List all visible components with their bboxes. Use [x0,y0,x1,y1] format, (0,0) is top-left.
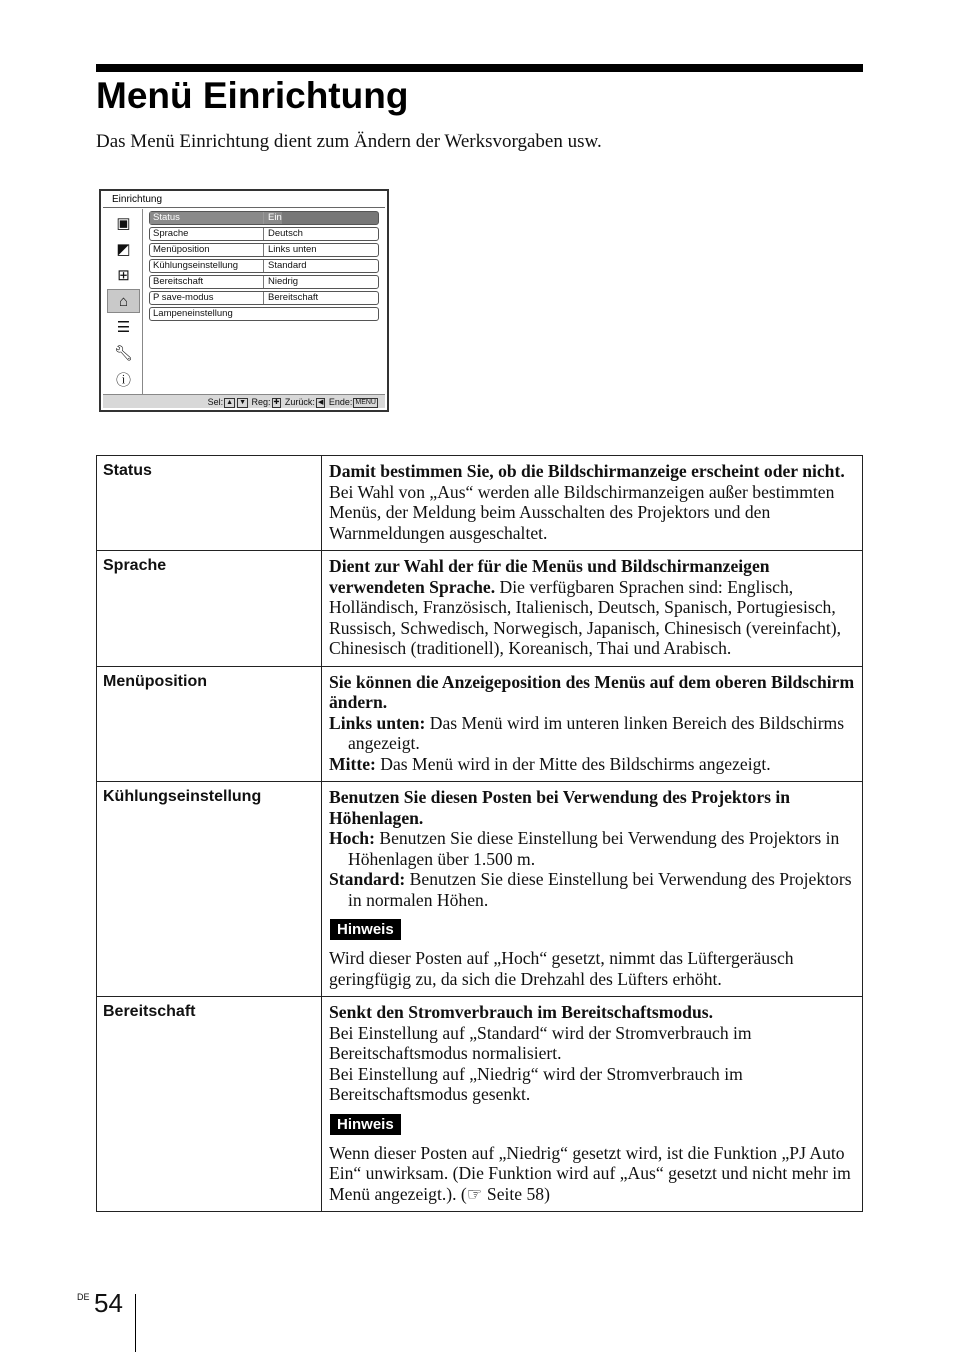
intro-text: Das Menü Einrichtung dient zum Ändern der Werksvorgaben usw. [96,131,602,152]
setting-name: Menüposition [97,666,322,782]
setting-description [322,782,863,997]
down-arrow-icon: ▼ [239,398,246,406]
menu-row-menuposition[interactable] [149,243,379,257]
menu-icon[interactable]: ☰ [116,319,131,336]
table-row [97,456,863,551]
menu-row-value: Ein [264,212,282,224]
menu-row-label: Lampeneinstellung [153,308,233,319]
setting-description [322,666,863,782]
picture-icon[interactable]: ▣ [116,215,131,232]
menu-status-bar [103,394,385,408]
wrench-icon[interactable]: 🔧︎ [113,345,134,362]
menu-row-kuehlung[interactable] [149,259,379,273]
menu-row-value: Standard [268,260,307,271]
setting-description [322,551,863,667]
menu-key-icon: MENU [355,398,376,406]
setting-summary: Sie können die Anzeigeposition des Menüs auf dem oberen Bildschirm ändern. [329,671,855,712]
table-row [97,997,863,1212]
status-reg-label: Reg: [251,397,271,407]
menu-row-value: Deutsch [268,228,303,239]
setting-text: Bei Einstellung auf „Standard“ wird der Stromverbrauch im Bereitschaftsmodus normalisiert. [329,1022,752,1063]
setting-name: Kühlungseinstellung [97,782,322,997]
setting-text: Bei Einstellung auf „Niedrig“ wird der Stromverbrauch im Bereitschaftsmodus gesenkt. [329,1063,743,1104]
menu-row-bereitschaft[interactable] [149,275,379,289]
status-back-label: Zurück: [284,397,315,407]
setup-icon[interactable]: ⌂ [107,289,140,313]
menu-screenshot-title: Einrichtung [112,194,163,205]
status-end-label: Ende: [328,397,353,407]
left-arrow-icon: ◀ [317,398,324,406]
status-sel-label: Sel: [207,397,224,407]
option-label: Mitte: [329,753,376,774]
note-text: Wenn dieser Posten auf „Niedrig“ gesetzt wird, ist die Funktion „PJ Auto Ein“ unwirksam. (Die Funktion wird auf „Aus“ gesetzt und nicht mehr im Menü angezeigt.). ( [329,1142,851,1204]
setting-text: Bei Wahl von „Aus“ werden alle Bildschirmanzeigen außer bestimmten Menüs, der Meldung beim Ausschalten des Projektors und den Warnmeldungen ausgeschaltet. [329,481,835,543]
menu-row-sprache[interactable] [149,227,379,241]
hinweis-badge: Hinweis [330,919,401,940]
menu-screenshot [99,189,389,412]
footer-divider [135,1294,136,1352]
option-text: Das Menü wird im unteren linken Bereich des Bildschirms angezeigt. [348,712,845,753]
table-row [97,666,863,782]
language-code: DE [77,1292,90,1302]
setting-summary: Senkt den Stromverbrauch im Bereitschaftsmodus. [329,1002,713,1022]
cross-key-icon: ✚ [273,398,280,406]
screen-icon[interactable]: ⊞ [117,267,130,284]
menu-icon-column [105,209,143,395]
setting-name: Sprache [97,551,322,667]
setting-summary: Damit bestimmen Sie, ob die Bildschirmanzeige erscheint oder nicht. [329,461,845,481]
page-title: Menü Einrichtung [96,75,409,116]
table-row [97,551,863,667]
option-text: Benutzen Sie diese Einstellung bei Verwendung des Projektors in normalen Höhen. [348,869,852,910]
menu-row-value: Links unten [268,244,317,255]
setting-description [322,997,863,1212]
hinweis-badge: Hinweis [330,1114,401,1135]
setting-description [322,456,863,551]
title-rule [96,64,863,72]
menu-row-label: Bereitschaft [150,276,264,288]
menu-row-psave[interactable] [149,291,379,305]
settings-table [96,455,863,1212]
menu-row-label: P save-modus [150,292,264,304]
menu-rows [149,211,379,323]
option-text: Benutzen Sie diese Einstellung bei Verwendung des Projektors in Höhenlagen über 1.500 m. [348,828,840,869]
setting-name: Bereitschaft [97,997,322,1212]
option-text: Das Menü wird in der Mitte des Bildschirms angezeigt. [380,753,771,774]
menu-row-lampe[interactable] [149,307,379,321]
option-label: Hoch: [329,828,375,848]
menu-row-value: Bereitschaft [268,292,319,303]
menu-row-label: Status [150,212,264,224]
menu-row-status[interactable] [149,211,379,225]
page-number: 54 [94,1288,123,1318]
menu-row-label: Sprache [150,228,264,240]
menu-row-label: Menüposition [150,244,264,256]
up-arrow-icon: ▲ [226,398,234,406]
menu-title-divider [103,207,385,208]
page-reference-link[interactable]: ☞ Seite 58) [466,1183,550,1204]
setting-text: Die verfügbaren Sprachen sind: Englisch, Holländisch, Französisch, Italienisch, Deutsch, Spanisch, Portugiesisch, Russisch, Schwedisch, Norwegisch, Japanisch, Chinesisch (vereinfacht), Chinesisch (traditionell), Koreanisch, Thai und Arabisch. [329,576,842,658]
option-label: Links unten: [329,712,426,733]
info-icon[interactable]: ⓘ [115,371,131,389]
note-text: Wird dieser Posten auf „Hoch“ gesetzt, nimmt das Lüftergeräusch geringfügig zu, da sich die Drehzahl des Lüfters erhöht. [329,948,794,989]
option-label: Standard: [329,869,406,889]
setting-summary: Dient zur Wahl der für die Menüs und Bildschirmanzeigen verwendeten Sprache. [329,556,770,597]
setting-name: Status [97,456,322,551]
menu-row-value: Niedrig [268,276,299,287]
table-row [97,782,863,997]
picture-adjust-icon[interactable]: ◩ [116,241,131,258]
setting-summary: Benutzen Sie diesen Posten bei Verwendung des Projektors in Höhenlagen. [329,787,791,828]
menu-row-label: Kühlungseinstellung [150,260,264,272]
